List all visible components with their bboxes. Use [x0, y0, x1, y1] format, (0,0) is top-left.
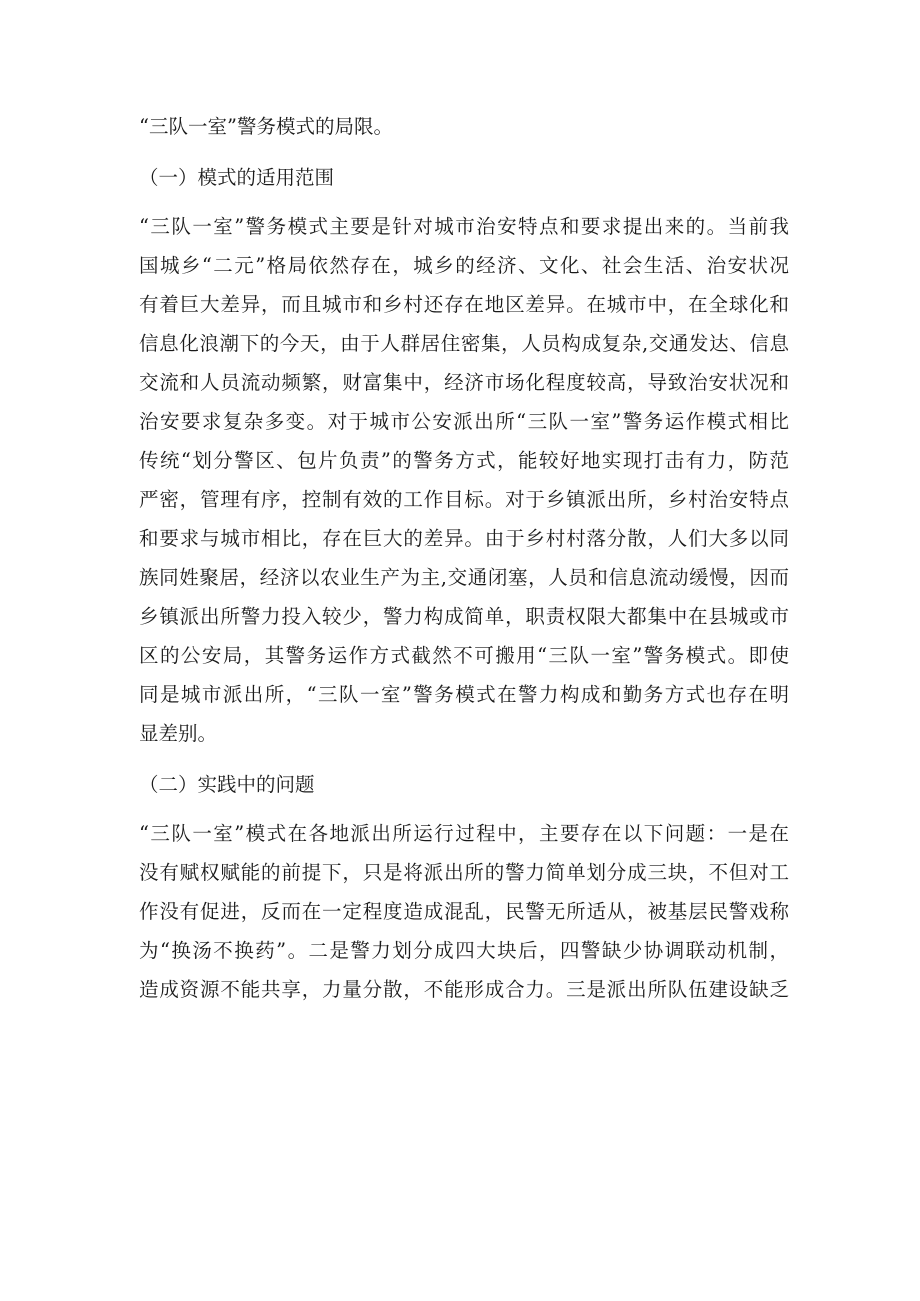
paragraph-line: 区的公安局，其警务运作方式截然不可搬用“三队一室”警务模式。即使: [139, 644, 789, 667]
paragraph-line: 传统“划分警区、包片负责”的警务方式，能较好地实现打击有力，防范: [139, 449, 789, 472]
paragraph-line: 族同姓聚居，经济以农业生产为主,交通闭塞，人员和信息流动缓慢，因而: [139, 566, 789, 589]
paragraph-line: 信息化浪潮下的今天，由于人群居住密集，人员构成复杂,交通发达、信息: [139, 332, 789, 355]
section-heading-2: （二）实践中的问题: [139, 773, 315, 796]
paragraph-line: 同是城市派出所，“三队一室”警务模式在警力构成和勤务方式也存在明: [139, 683, 789, 706]
paragraph-line: 国城乡“二元”格局依然存在，城乡的经济、文化、社会生活、治安状况: [139, 254, 789, 277]
paragraph-line: 严密，管理有序，控制有效的工作目标。对于乡镇派出所，乡村治安特点: [139, 488, 789, 511]
paragraph-line: 交流和人员流动频繁，财富集中，经济市场化程度较高，导致治安状况和: [139, 371, 789, 394]
paragraph-line: “三队一室”警务模式主要是针对城市治安特点和要求提出来的。当前我: [139, 215, 789, 238]
paragraph-line: 作没有促进，反而在一定程度造成混乱，民警无所适从，被基层民警戏称: [139, 900, 789, 923]
paragraph-line: 显差别。: [139, 722, 218, 745]
paragraph-line: 乡镇派出所警力投入较少，警力构成简单，职责权限大都集中在县城或市: [139, 605, 789, 628]
paragraph-line: 造成资源不能共享，力量分散，不能形成合力。三是派出所队伍建设缺乏: [139, 978, 789, 1001]
section-2-paragraph: [139, 821, 789, 1003]
paragraph-line: 没有赋权赋能的前提下，只是将派出所的警力简单划分成三块，不但对工: [139, 861, 789, 884]
paragraph-line: 有着巨大差异，而且城市和乡村还存在地区差异。在城市中，在全球化和: [139, 293, 789, 316]
paragraph-line: 为“换汤不换药”。二是警力划分成四大块后，四警缺少协调联动机制，: [139, 939, 789, 962]
section-1-paragraph: [139, 214, 789, 747]
paragraph-line: 治安要求复杂多变。对于城市公安派出所“三队一室”警务运作模式相比: [139, 410, 789, 433]
intro-line: “三队一室”警务模式的局限。: [139, 115, 393, 138]
document-body: [139, 114, 789, 1003]
section-heading-1: （一）模式的适用范围: [139, 166, 335, 189]
paragraph-line: 和要求与城市相比，存在巨大的差异。由于乡村村落分散，人们大多以同: [139, 527, 789, 550]
paragraph-line: “三队一室”模式在各地派出所运行过程中，主要存在以下问题：一是在: [139, 822, 789, 845]
